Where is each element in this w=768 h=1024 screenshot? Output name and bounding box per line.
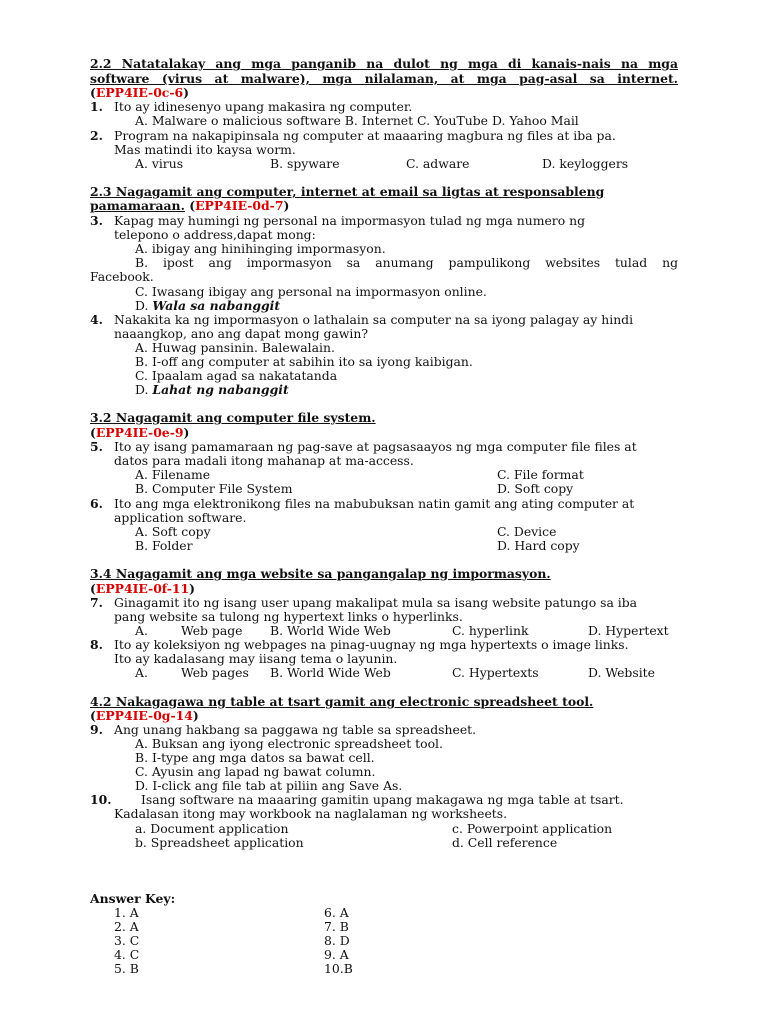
- question-number: 4.: [90, 312, 103, 327]
- answer-item: 6. A: [324, 905, 349, 920]
- option-c: C. Hypertexts: [452, 665, 539, 680]
- paren-close: ): [192, 708, 199, 723]
- answer-item: 5. B: [114, 961, 139, 976]
- section-2-2-title-line1: 2.2 Natatalakay ang mga panganib na dulot ng mga di kanais-nais na mga: [90, 56, 678, 71]
- question-1-options: A. Malware o malicious software B. Internet C. YouTube D. Yahoo Mail: [135, 113, 579, 128]
- option-c: C. Device: [497, 524, 557, 539]
- option-d-letter: D.: [135, 382, 153, 397]
- option-b: b. Spreadsheet application: [135, 835, 304, 850]
- answer-item: 3. C: [114, 933, 140, 948]
- question-10-text-line1: Isang software na maaaring gamitin upang makagawa ng mga table at tsart.: [141, 792, 624, 807]
- question-2-text-line1: Program na nakapipinsala ng computer at maaaring magbura ng files at iba pa.: [114, 128, 616, 143]
- question-number: 3.: [90, 213, 103, 228]
- competency-code: EPP4IE-0d-7: [195, 198, 284, 213]
- option-d-text: Lahat ng nabanggit: [152, 382, 289, 397]
- option-a: Web page: [181, 623, 243, 638]
- question-number: 7.: [90, 595, 103, 610]
- option-c: c. Powerpoint application: [452, 821, 613, 836]
- option-d: D. Soft copy: [497, 481, 574, 496]
- option-a: A. Soft copy: [135, 524, 211, 539]
- option-a: A. Huwag pansinin. Balewalain.: [135, 340, 335, 355]
- paren-close: ): [189, 581, 195, 596]
- option-d: D. I-click ang file tab at piliin ang Save As.: [135, 778, 403, 793]
- option-c: C. hyperlink: [452, 623, 529, 638]
- paren-open: (: [90, 708, 96, 723]
- question-number: 9.: [90, 722, 103, 737]
- question-6-text-line1: Ito ang mga elektronikong files na mabubuksan natin gamit ang ating computer at: [114, 496, 635, 511]
- question-number: 6.: [90, 496, 103, 511]
- section-2-3-title-line1: 2.3 Nagagamit ang computer, internet at email sa ligtas at responsableng: [90, 184, 605, 199]
- option-a: A. virus: [135, 156, 184, 171]
- option-b: B. Folder: [135, 538, 193, 553]
- answer-item: 9. A: [324, 947, 349, 962]
- answer-key-title: Answer Key:: [90, 891, 176, 906]
- option-d: D. Hard copy: [497, 538, 580, 553]
- section-3-2-code-line: [90, 426, 189, 440]
- option-d: D. Website: [588, 665, 655, 680]
- paren-open: (: [90, 581, 96, 596]
- option-a: A. ibigay ang hinihinging impormasyon.: [135, 241, 386, 256]
- question-5-text-line1: Ito ay isang pamamaraan ng pag-save at pagsasaayos ng mga computer file files at: [114, 439, 637, 454]
- question-number: 10.: [90, 792, 112, 807]
- section-2-2-code-line: [90, 86, 189, 100]
- question-9-text: Ang unang hakbang sa paggawa ng table sa spreadsheet.: [114, 722, 477, 737]
- option-a-letter: A.: [135, 665, 148, 680]
- section-3-4-code-line: [90, 582, 195, 596]
- option-b-line1: B. ipost ang impormasyon sa anumang pampulikong websites tulad ng: [135, 255, 678, 270]
- question-7-text-line1: Ginagamit ito ng isang user upang makalipat mula sa isang website patungo sa iba: [114, 595, 638, 610]
- paren-close: ): [283, 198, 290, 213]
- question-number: 1.: [90, 99, 103, 114]
- answer-item: 4. C: [114, 947, 140, 962]
- option-c: C. adware: [406, 156, 470, 171]
- competency-code: EPP4IE-0g-14: [95, 708, 193, 723]
- option-b: B. World Wide Web: [270, 665, 391, 680]
- option-d: [135, 383, 289, 397]
- question-6-text-line2: application software.: [114, 510, 247, 525]
- question-5-text-line2: datos para madali itong mahanap at ma-access.: [114, 453, 414, 468]
- option-a-letter: A.: [135, 623, 148, 638]
- option-b: B. World Wide Web: [270, 623, 391, 638]
- option-a: A. Filename: [135, 467, 211, 482]
- option-b: B. I-off ang computer at sabihin ito sa iyong kaibigan.: [135, 354, 473, 369]
- option-d: D. Hypertext: [588, 623, 669, 638]
- section-2-3-title-line2: [90, 199, 289, 213]
- competency-code: EPP4IE-0f-11: [95, 581, 190, 596]
- option-b: B. Computer File System: [135, 481, 293, 496]
- option-c: C. Ipaalam agad sa nakatatanda: [135, 368, 338, 383]
- option-d-text: Wala sa nabanggit: [152, 298, 281, 313]
- answer-item: 8. D: [324, 933, 350, 948]
- question-3-text-line1: Kapag may humingi ng personal na impormasyon tulad ng mga numero ng: [114, 213, 586, 228]
- paren-open: (: [90, 425, 96, 440]
- section-3-4-title: 3.4 Nagagamit ang mga website sa pangangalap ng impormasyon.: [90, 566, 551, 581]
- section-4-2-code-line: [90, 709, 199, 723]
- option-b-line2: Facebook.: [90, 269, 154, 284]
- question-8-text-line2: Ito ay kadalasang may iisang tema o layunin.: [114, 651, 398, 666]
- answer-item: 1. A: [114, 905, 139, 920]
- question-number: 2.: [90, 128, 103, 143]
- option-c: C. File format: [497, 467, 584, 482]
- answer-item: 10.B: [324, 961, 353, 976]
- option-d: d. Cell reference: [452, 835, 558, 850]
- option-d: D. keyloggers: [542, 156, 629, 171]
- paren-open: (: [90, 85, 96, 100]
- question-number: 8.: [90, 637, 103, 652]
- option-b: B. spyware: [270, 156, 340, 171]
- question-1-text: Ito ay idinesenyo upang makasira ng computer.: [114, 99, 413, 114]
- question-4-text-line2: naaangkop, ano ang dapat mong gawin?: [114, 326, 368, 341]
- question-4-text-line1: Nakakita ka ng impormasyon o lathalain sa computer na sa iyong palagay ay hindi: [114, 312, 634, 327]
- option-d: [135, 299, 280, 313]
- section-2-2-title-line2: software (virus at malware), mga nilalaman, at mga pag-asal sa internet.: [90, 71, 678, 86]
- question-7-text-line2: pang website sa tulong ng hypertext links o hyperlinks.: [114, 609, 463, 624]
- option-c: C. Iwasang ibigay ang personal na impormasyon online.: [135, 284, 487, 299]
- option-b: B. I-type ang mga datos sa bawat cell.: [135, 750, 375, 765]
- competency-code: EPP4IE-0c-6: [95, 85, 184, 100]
- question-10-text-line2: Kadalasan itong may workbook na naglalaman ng worksheets.: [114, 806, 508, 821]
- competency-code: EPP4IE-0e-9: [95, 425, 184, 440]
- paren-close: ): [183, 425, 190, 440]
- answer-item: 2. A: [114, 919, 139, 934]
- paren-close: ): [183, 85, 189, 100]
- option-c: C. Ayusin ang lapad ng bawat column.: [135, 764, 376, 779]
- question-3-text-line2: telepono o address,dapat mong:: [114, 227, 316, 242]
- question-2-text-line2: Mas matindi ito kaysa worm.: [114, 142, 296, 157]
- question-number: 5.: [90, 439, 103, 454]
- section-3-2-title: 3.2 Nagagamit ang computer file system.: [90, 410, 376, 425]
- paren-open: (: [184, 198, 196, 213]
- answer-item: 7. B: [324, 919, 349, 934]
- option-a: A. Buksan ang iyong electronic spreadsheet tool.: [135, 736, 443, 751]
- section-4-2-title: 4.2 Nakagagawa ng table at tsart gamit ang electronic spreadsheet tool.: [90, 694, 594, 709]
- option-a: Web pages: [181, 665, 249, 680]
- section-2-3-title-tail: pamamaraan.: [90, 198, 185, 213]
- option-d-letter: D.: [135, 298, 153, 313]
- question-8-text-line1: Ito ay koleksiyon ng webpages na pinag-uugnay ng mga hypertexts o image links.: [114, 637, 629, 652]
- option-a: a. Document application: [135, 821, 289, 836]
